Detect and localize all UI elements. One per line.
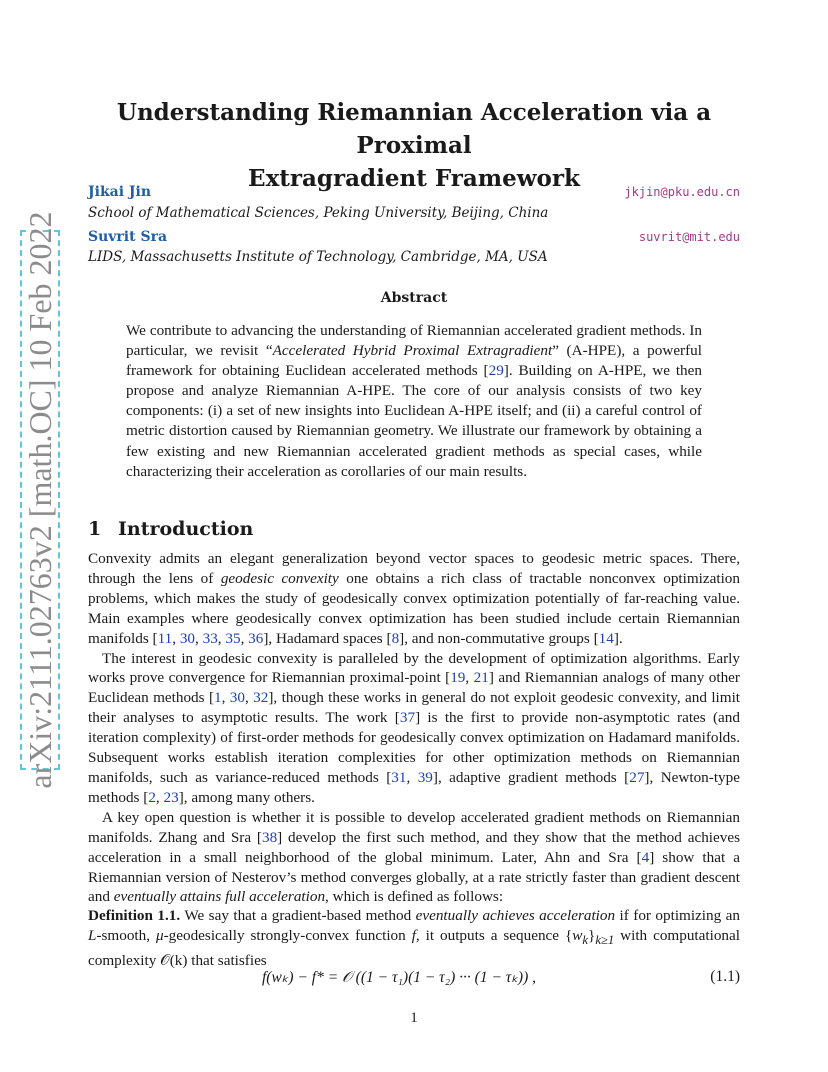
abstract-text: We contribute to advancing the understanding of Riemannian accelerated gradient methods. In particular, we revisit “Accelerated Hybrid Proximal Extragradient” (A-HPE), a powerful framework for obtaining Euclidean accelerated methods [29]. Building on A-HPE, we then propose and analyze Riemannian A-HPE. The core of our analysis consists of two key components: (i) a set of new insights into Euclidean A-HPE itself; and (ii) a careful control of metric distortion caused by Riemannian geometry. We illustrate our framework by obtaining a few existing and new Riemannian accelerated gradient methods as special cases, while characterizing their acceleration as corollaries of our main results. bbox=[126, 322, 702, 480]
citation-link[interactable]: 36 bbox=[248, 629, 264, 647]
citation-link[interactable]: 2 bbox=[148, 788, 156, 806]
author-jin bbox=[88, 184, 740, 204]
section-heading bbox=[88, 518, 740, 540]
citation-link[interactable]: 14 bbox=[598, 629, 614, 647]
section-number: 1 bbox=[88, 518, 102, 540]
abstract-heading: Abstract bbox=[380, 290, 448, 306]
paragraph: Convexity admits an elegant generalization beyond vector spaces to geodesic metric spaces. There, through the lens of geodesic convexity one obtains a rich class of tractable nonconvex optimization problems, which makes the study of geodesically convex optimization potentially of far-reaching value. Main examples where geodesically convex optimization has been studied include certain Riemannian manifolds [11, 30, 33, 35, 36], Hadamard spaces [8], and non-commutative groups [14]. bbox=[88, 550, 740, 647]
author-name: Jikai Jin bbox=[88, 184, 152, 200]
equation-1-1 bbox=[88, 968, 740, 990]
definition-1-1: Definition 1.1. We say that a gradient-based method eventually achieves acceleration if for optimizing an L-smooth, μ-geodesically strongly-convex function f, it outputs a sequence $\{w_k\}_{k\ge 1}$ with computational complexity 𝒪(k) that satisfies bbox=[88, 907, 740, 969]
citation-link[interactable]: 32 bbox=[253, 689, 269, 707]
definition-label: Definition 1.1. bbox=[88, 907, 181, 924]
citation-link[interactable]: 33 bbox=[202, 629, 218, 647]
paragraph: A key open question is whether it is possible to develop accelerated gradient methods on Riemannian manifolds. Zhang and Sra [38] develop the first such method, and they show that the method achieves acceleration in a small neighborhood of the global minimum. Later, Ahn and Sra [4] show that a Riemannian version of Nesterov’s method converges globally, at a rate strictly faster than gradient descent and eventually attains full acceleration, which is defined as follows: bbox=[88, 808, 740, 906]
introduction-body bbox=[88, 549, 740, 907]
citation-link[interactable]: 8 bbox=[391, 629, 400, 647]
paragraph: The interest in geodesic convexity is paralleled by the development of optimization algorithms. Early works prove convergence for Riemannian proximal-point [19, 21] and Riemannian analogs of many other Euclidean methods [1, 30, 32], though these works in general do not exploit geodesic convexity, and limit their analyses to asymptotic results. The work [37] is the first to provide non-asymptotic rates (and iteration complexity) of first-order methods for geodesically convex optimization on Hadamard manifolds. Subsequent works establish iteration complexities for other optimization methods on Riemannian manifolds, such as variance-reduced methods [31, 39], adaptive gradient methods [27], Newton-type methods [2, 23], among many others. bbox=[88, 649, 741, 806]
author-email[interactable]: jkjin@pku.edu.cn bbox=[624, 185, 740, 199]
author-name: Suvrit Sra bbox=[88, 229, 168, 245]
citation-link[interactable]: 39 bbox=[417, 768, 433, 786]
section-title: Introduction bbox=[118, 518, 254, 540]
equation-body: f(wₖ) − f* = 𝒪 ((1 − τ₁)(1 − τ₂) ··· (1 − τₖ)) , bbox=[262, 969, 536, 986]
author-affiliation: School of Mathematical Sciences, Peking University, Beijing, China bbox=[88, 205, 549, 221]
citation-link[interactable]: 1 bbox=[214, 689, 222, 707]
arxiv-stamp: arXiv:2111.02763v2 [math.OC] 10 Feb 2022 bbox=[22, 211, 58, 789]
author-affiliation: LIDS, Massachusetts Institute of Technology, Cambridge, MA, USA bbox=[88, 249, 548, 265]
author-email[interactable]: suvrit@mit.edu bbox=[638, 230, 740, 244]
author-sra bbox=[88, 229, 740, 249]
citation-link[interactable]: 37 bbox=[399, 709, 416, 727]
citation-link[interactable]: 23 bbox=[163, 788, 179, 806]
citation-link[interactable]: 31 bbox=[391, 768, 407, 786]
citation-link[interactable]: 29 bbox=[488, 362, 504, 380]
citation-link[interactable]: 4 bbox=[641, 848, 650, 866]
citation-link[interactable]: 27 bbox=[629, 768, 645, 786]
citation-link[interactable]: 30 bbox=[179, 629, 196, 647]
paper-title bbox=[88, 96, 740, 195]
citation-link[interactable]: 38 bbox=[261, 828, 278, 846]
equation-number: (1.1) bbox=[710, 968, 740, 985]
citation-link[interactable]: 11 bbox=[157, 629, 173, 647]
citation-link[interactable]: 19 bbox=[450, 669, 466, 687]
citation-link[interactable]: 30 bbox=[229, 689, 245, 707]
title-line-2: Extragradient Framework bbox=[248, 165, 580, 192]
title-line-1: Understanding Riemannian Acceleration via a Proximal bbox=[116, 99, 712, 159]
citation-link[interactable]: 35 bbox=[225, 629, 241, 647]
page-number: 1 bbox=[410, 1010, 418, 1026]
citation-link[interactable]: 21 bbox=[473, 669, 489, 687]
